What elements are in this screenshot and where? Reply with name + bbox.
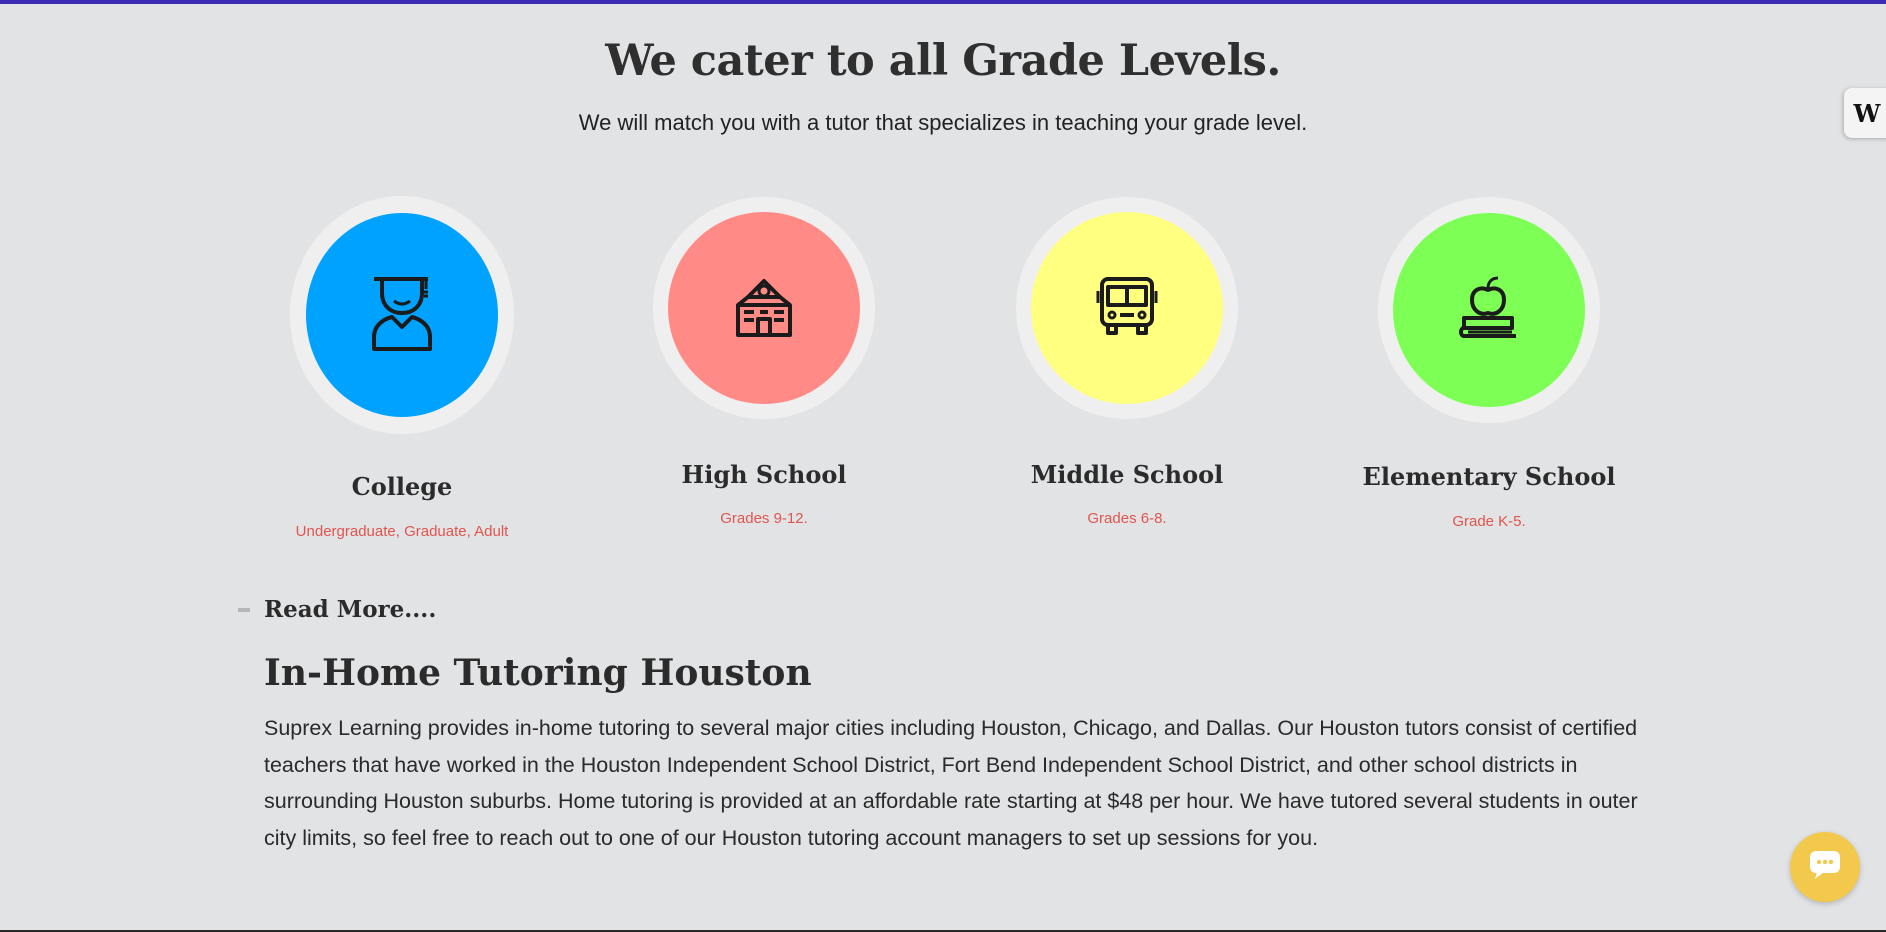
top-accent-bar <box>0 0 1886 4</box>
read-more-toggle[interactable] <box>238 596 436 623</box>
school-building-icon <box>734 275 794 342</box>
apple-book-icon <box>1458 276 1520 345</box>
side-widget-badge[interactable] <box>1844 88 1886 138</box>
circle-elementary-school <box>1393 213 1585 407</box>
grade-card-middle-school[interactable] <box>947 196 1307 536</box>
grade-title: College <box>351 472 453 501</box>
school-bus-icon <box>1096 275 1158 342</box>
read-more-label[interactable]: Read More.... <box>264 596 437 623</box>
grade-subtitle: Grades 9-12. <box>720 510 808 527</box>
graduate-icon <box>370 275 434 356</box>
grade-card-college[interactable] <box>222 196 582 546</box>
circle-high-school <box>668 212 860 404</box>
side-badge-label: W <box>1853 98 1881 128</box>
grade-title: Middle School <box>1030 460 1224 489</box>
grade-subtitle: Grade K-5. <box>1452 513 1526 530</box>
chat-bubble-icon <box>1809 850 1841 885</box>
article-title: In-Home Tutoring Houston <box>264 652 812 694</box>
collapse-dash-icon[interactable] <box>238 608 250 612</box>
chat-button[interactable] <box>1790 832 1860 902</box>
circle-middle-school <box>1031 212 1223 404</box>
section-heading: We cater to all Grade Levels. <box>605 36 1281 86</box>
article-body: Suprex Learning provides in-home tutoring to several major cities including Houston, Chicago, and Dallas. Our Houston tutors consist of certified teachers that have worked in the Houston Independent School District, Fort Bend Independent School District, and other school districts in surrounding Houston suburbs. Home tutoring is provided at an affordable rate starting at $48 per hour. We have tutored several students in outer city limits, so feel free to reach out to one of our Houston tutoring account managers to set up sessions for you. <box>264 716 1638 850</box>
grade-subtitle: Undergraduate, Graduate, Adult <box>295 523 509 540</box>
grade-card-elementary-school[interactable] <box>1309 196 1669 536</box>
grade-title: High School <box>681 460 847 489</box>
grade-title: Elementary School <box>1362 462 1616 491</box>
circle-college <box>306 213 498 417</box>
grade-card-high-school[interactable] <box>584 196 944 536</box>
section-subheading: We will match you with a tutor that specializes in teaching your grade level. <box>578 110 1308 135</box>
grade-subtitle: Grades 6-8. <box>1087 510 1167 527</box>
